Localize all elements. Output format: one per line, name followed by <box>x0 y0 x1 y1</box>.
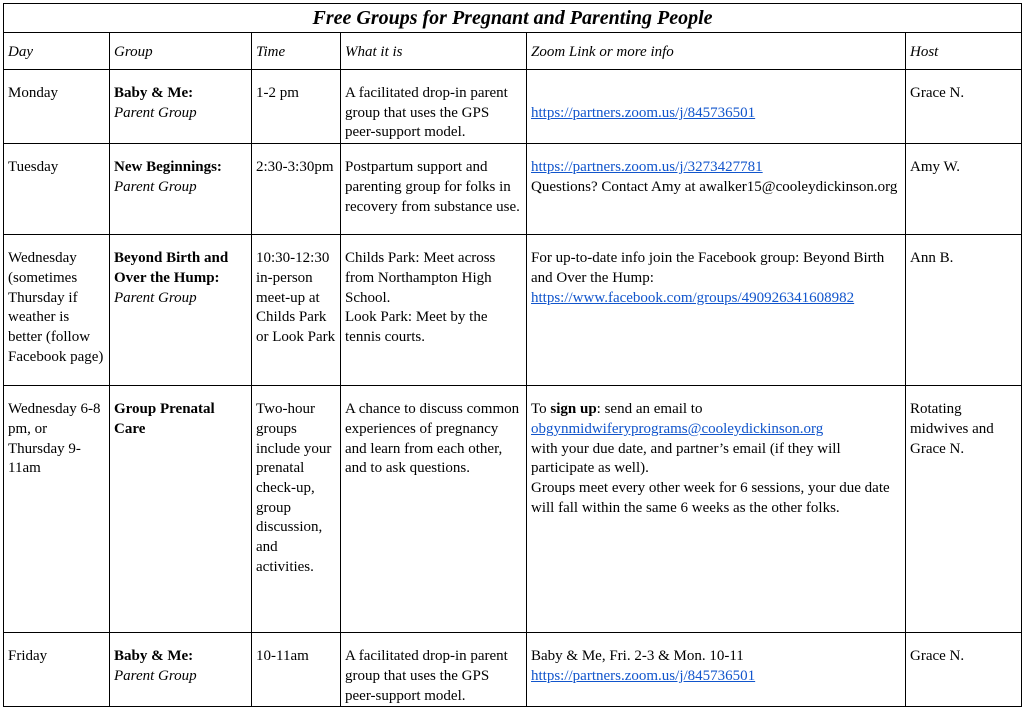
groups-table <box>3 3 1022 707</box>
header-group: Group <box>110 33 252 70</box>
header-host: Host <box>906 33 1022 70</box>
info-cell <box>527 386 906 633</box>
zoom-link[interactable]: https://partners.zoom.us/j/845736501 <box>531 667 756 684</box>
time-cell: 10-11am <box>252 633 341 707</box>
info-cell <box>527 70 906 144</box>
host-cell: Rotating midwives and Grace N. <box>906 386 1022 633</box>
facebook-link[interactable]: https://www.facebook.com/groups/490926341608982 <box>531 289 855 306</box>
host-cell: Amy W. <box>906 144 1022 235</box>
page-title: Free Groups for Pregnant and Parenting People <box>4 4 1022 33</box>
group-cell <box>110 633 252 707</box>
signup-line: To sign up: send an email to <box>531 401 703 418</box>
time-cell: 1-2 pm <box>252 70 341 144</box>
time-cell: Two-hour groups include your prenatal check-up, group discussion, and activities. <box>252 386 341 633</box>
group-name: Baby & Me: <box>114 648 194 665</box>
description-text-2: Look Park: Meet by the tennis courts. <box>345 309 488 345</box>
group-cell <box>110 235 252 386</box>
group-name: Baby & Me: <box>114 85 194 101</box>
zoom-link[interactable]: https://partners.zoom.us/j/845736501 <box>531 105 756 121</box>
host-cell: Grace N. <box>906 633 1022 707</box>
description-text: Childs Park: Meet across from Northampton High School. <box>345 250 496 306</box>
description-cell: Postpartum support and parenting group for folks in recovery from substance use. <box>341 144 527 235</box>
table-row <box>4 633 1022 707</box>
group-cell <box>110 144 252 235</box>
day-cell: Friday <box>4 633 110 707</box>
day-cell: Wednesday 6-8 pm, or Thursday 9-11am <box>4 386 110 633</box>
header-day: Day <box>4 33 110 70</box>
table-row <box>4 386 1022 633</box>
group-name: New Beginnings: <box>114 159 222 176</box>
table-row <box>4 235 1022 386</box>
day-cell: Tuesday <box>4 144 110 235</box>
signup-bold: sign up <box>550 401 597 418</box>
header-info: Zoom Link or more info <box>527 33 906 70</box>
host-cell: Ann B. <box>906 235 1022 386</box>
header-time: Time <box>252 33 341 70</box>
day-cell: Wednesday (sometimes Thursday if weather is better (follow Facebook page) <box>4 235 110 386</box>
time-cell: 10:30-12:30 in-person meet-up at Childs Park or Look Park <box>252 235 341 386</box>
description-cell: A facilitated drop-in parent group that uses the GPS peer-support model. <box>341 633 527 707</box>
info-text-2: Groups meet every other week for 6 sessions, your due date will fall within the same 6 weeks as the other folks. <box>531 479 890 516</box>
group-cell <box>110 70 252 144</box>
group-subtitle: Parent Group <box>114 667 197 684</box>
info-cell <box>527 144 906 235</box>
header-row <box>4 33 1022 70</box>
group-name: Group Prenatal Care <box>114 401 215 437</box>
schedule-sheet <box>3 3 1021 704</box>
day-cell: Monday <box>4 70 110 144</box>
group-subtitle: Parent Group <box>114 178 197 195</box>
group-name: Beyond Birth and Over the Hump: <box>114 250 229 286</box>
zoom-link[interactable]: https://partners.zoom.us/j/3273427781 <box>531 159 763 176</box>
description-cell <box>341 235 527 386</box>
header-what: What it is <box>341 33 527 70</box>
group-subtitle: Parent Group <box>114 289 197 306</box>
info-cell <box>527 633 906 707</box>
email-link[interactable]: obgynmidwiferyprograms@cooleydickinson.org <box>531 420 824 437</box>
info-text: Baby & Me, Fri. 2-3 & Mon. 10-11 <box>531 648 744 665</box>
table-row <box>4 144 1022 235</box>
description-cell: A chance to discuss common experiences of pregnancy and learn from each other, and to ask questions. <box>341 386 527 633</box>
info-text: with your due date, and partner’s email (if they will participate as well). <box>531 440 841 477</box>
table-row <box>4 70 1022 144</box>
info-cell <box>527 235 906 386</box>
group-subtitle: Parent Group <box>114 104 197 121</box>
contact-text: Questions? Contact Amy at awalker15@cooleydickinson.org <box>531 178 898 195</box>
host-cell: Grace N. <box>906 70 1022 144</box>
info-text: For up-to-date info join the Facebook group: Beyond Birth and Over the Hump: <box>531 250 885 286</box>
description-cell: A facilitated drop-in parent group that uses the GPS peer-support model. <box>341 70 527 144</box>
group-cell <box>110 386 252 633</box>
time-cell: 2:30-3:30pm <box>252 144 341 235</box>
